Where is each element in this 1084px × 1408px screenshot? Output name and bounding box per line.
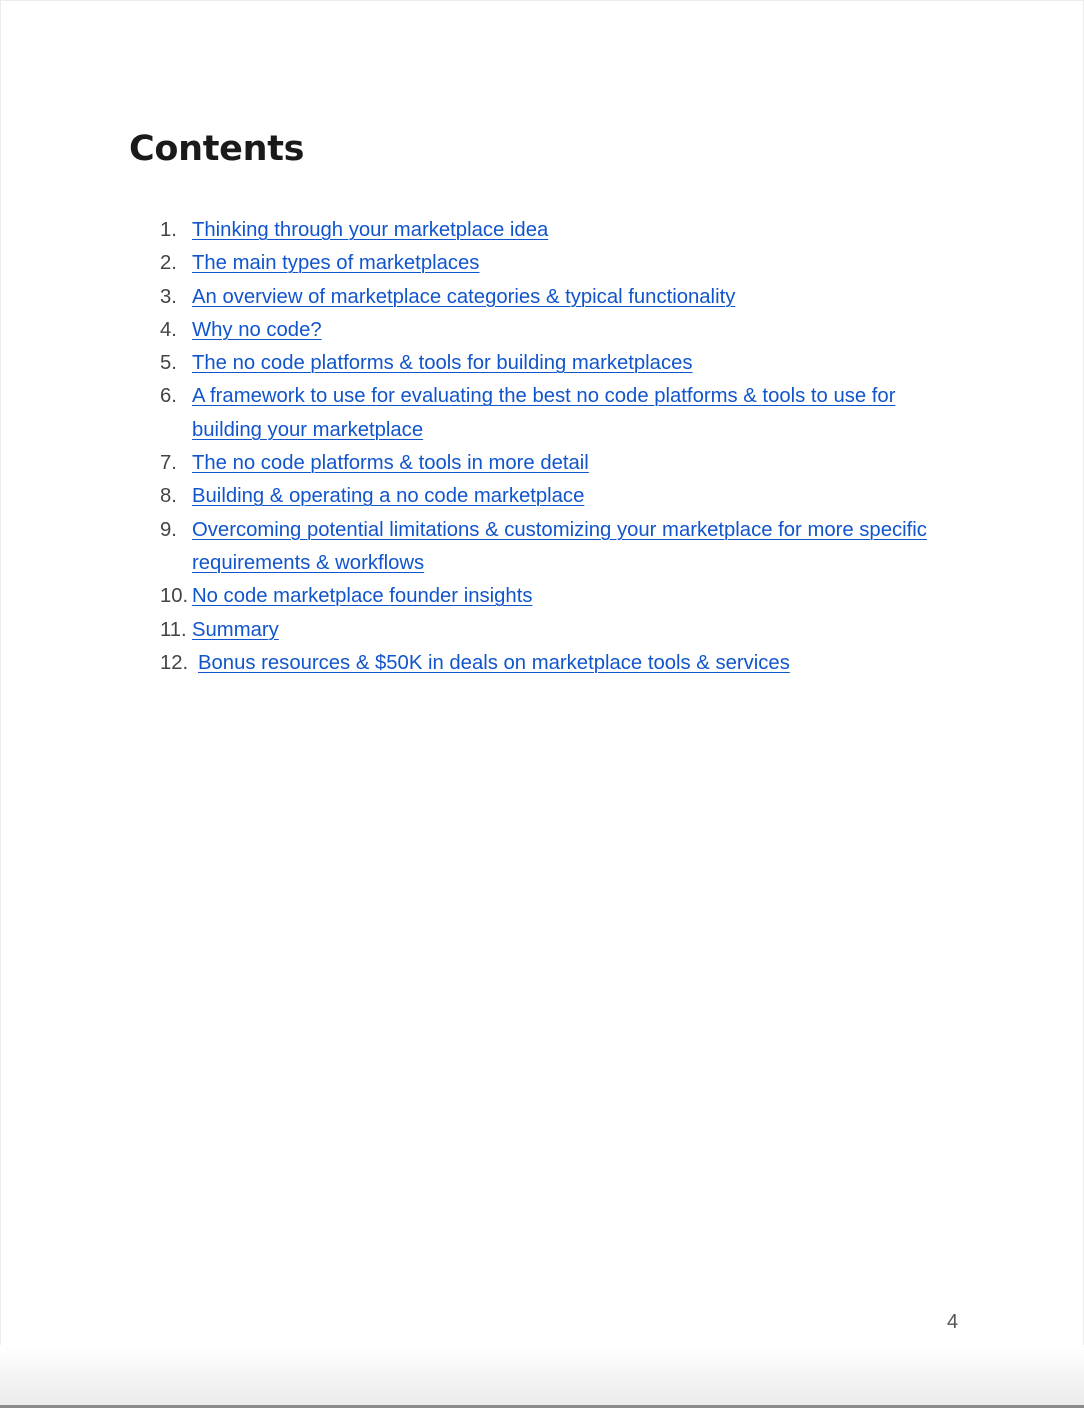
toc-item	[1, 614, 962, 647]
toc-number: 8.	[160, 485, 177, 508]
toc-link-platforms-tools[interactable]: The no code platforms & tools for building marketplaces	[192, 352, 693, 375]
toc-link-why-no-code[interactable]: Why no code?	[192, 318, 322, 341]
toc-number: 1.	[160, 219, 177, 241]
toc-number: 11.	[160, 618, 187, 641]
toc-number: 6.	[160, 385, 177, 408]
page-title: Contents	[129, 129, 305, 169]
toc-number: 9.	[160, 518, 177, 541]
toc-item	[1, 247, 962, 280]
toc-item	[1, 480, 962, 513]
toc-item	[1, 514, 962, 581]
toc-link-building-operating[interactable]: Building & operating a no code marketplace	[192, 485, 585, 508]
toc-item	[1, 380, 962, 447]
page-bottom-shadow	[0, 1345, 1084, 1405]
toc-item	[1, 447, 962, 480]
table-of-contents	[1, 214, 962, 680]
toc-link-categories-functionality[interactable]: An overview of marketplace categories & typical functionality	[192, 285, 736, 308]
toc-link-limitations-customizing[interactable]: Overcoming potential limitations & customizing your marketplace for more specific requirements & workflows	[192, 518, 927, 574]
toc-link-summary[interactable]: Summary	[192, 618, 279, 641]
toc-item	[1, 347, 962, 380]
toc-number: 10.	[160, 585, 189, 608]
toc-link-types-of-marketplaces[interactable]: The main types of marketplaces	[192, 252, 480, 275]
toc-number: 7.	[160, 452, 177, 475]
toc-item	[1, 647, 962, 680]
toc-number: 12.	[160, 651, 189, 674]
toc-number: 5.	[160, 352, 177, 375]
toc-number: 4.	[160, 318, 177, 341]
toc-link-marketplace-idea[interactable]: Thinking through your marketplace idea	[192, 219, 549, 241]
toc-number: 2.	[160, 252, 177, 275]
toc-item	[1, 580, 962, 613]
toc-item	[1, 314, 962, 347]
toc-link-evaluation-framework[interactable]: A framework to use for evaluating the best no code platforms & tools to use for building your marketplace	[192, 385, 896, 441]
toc-link-founder-insights[interactable]: No code marketplace founder insights	[192, 585, 533, 608]
toc-link-platforms-detail[interactable]: The no code platforms & tools in more detail	[192, 452, 589, 475]
toc-link-bonus-resources[interactable]: Bonus resources & $50K in deals on marketplace tools & services	[198, 651, 790, 674]
page-number: 4	[947, 1311, 959, 1333]
toc-item	[1, 214, 962, 247]
toc-number: 3.	[160, 285, 177, 308]
toc-item	[1, 281, 962, 314]
